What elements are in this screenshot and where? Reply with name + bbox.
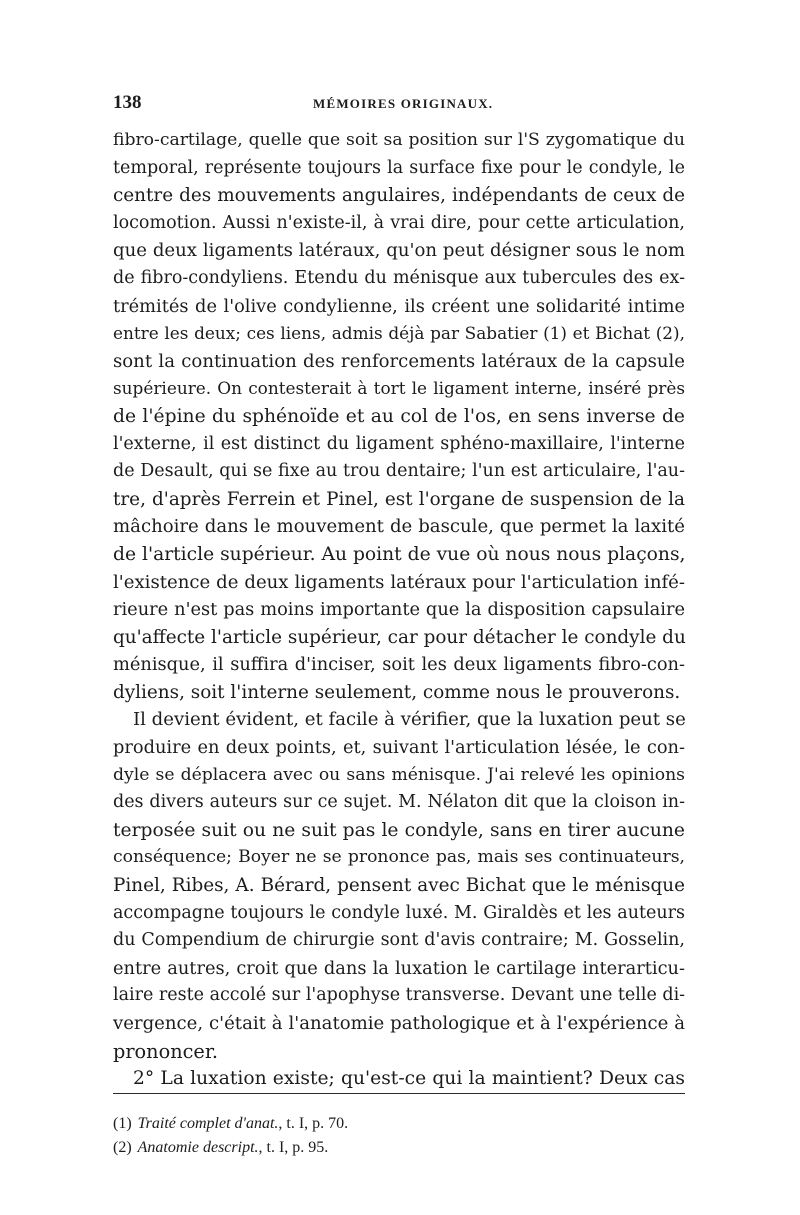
text-line: supérieure. On contesterait à tort le ligament interne, inséré près — [113, 378, 685, 399]
text-line: de Desault, qui se fixe au trou dentaire; l'un est articulaire, l'au- — [113, 461, 685, 482]
text-line: entre les deux; ces liens, admis déjà par Sabatier (1) et Bichat (2), — [113, 323, 685, 344]
footnote-title: Traité complet d'anat. — [137, 1115, 279, 1132]
text-line: sont la continuation des renforcements latéraux de la capsule — [113, 350, 685, 372]
text-line: centre des mouvements angulaires, indépendants de ceux de — [113, 185, 685, 207]
text-line: Il devient évident, et facile à vérifier, que la luxation peut se — [133, 709, 686, 731]
footnote — [113, 1112, 685, 1136]
footnote-divider — [113, 1093, 685, 1094]
text-line: dyle se déplacera avec ou sans ménisque. J'ai relevé les opinions — [113, 764, 685, 785]
text-line: temporal, représente toujours la surface fixe pour le condyle, le — [113, 157, 685, 178]
text-line: dyliens, soit l'interne seulement, comme nous le prouverons. — [113, 681, 681, 703]
text-line: rieure n'est pas moins importante que la disposition capsulaire — [113, 599, 685, 621]
text-line: qu'affecte l'article supérieur, car pour détacher le condyle du — [113, 626, 686, 648]
text-line: de l'article supérieur. Au point de vue où nous nous plaçons, — [113, 543, 686, 565]
text-line: du Compendium de chirurgie sont d'avis contraire; M. Gosselin, — [113, 930, 685, 951]
footnotes — [113, 1112, 685, 1160]
text-line: l'externe, il est distinct du ligament sphéno-maxillaire, l'interne — [113, 433, 685, 454]
text-line: vergence, c'était à l'anatomie pathologique et à l'expérience à — [113, 1013, 685, 1034]
text-line: ménisque, il suffira d'inciser, soit les deux ligaments fibro-con- — [113, 654, 685, 676]
text-line: laire reste accolé sur l'apophyse transverse. Devant une telle di- — [113, 985, 686, 1006]
page-number: 138 — [113, 92, 142, 113]
text-line: de l'épine du sphénoïde et au col de l'os, en sens inverse de — [113, 405, 685, 427]
body-text — [113, 127, 685, 1093]
running-title: MÉMOIRES ORIGINAUX. — [313, 96, 494, 111]
footnote-title: Anatomie descript. — [137, 1139, 259, 1156]
text-line: l'existence de deux ligaments latéraux pour l'articulation infé- — [113, 571, 685, 593]
footnote-number: (1) — [113, 1115, 132, 1132]
footnote-reference: , t. I, p. 70. — [278, 1115, 349, 1132]
text-line: conséquence; Boyer ne se prononce pas, mais ses continuateurs, — [113, 847, 685, 868]
text-line: terposée suit ou ne suit pas le condyle, sans en tirer aucune — [113, 819, 685, 841]
text-line: prononcer. — [113, 1039, 219, 1063]
text-line: 2° La luxation existe; qu'est-ce qui la maintient? Deux cas — [133, 1068, 685, 1090]
text-line: fibro-cartilage, quelle que soit sa position sur l'S zygomatique du — [113, 130, 685, 150]
text-line: mâchoire dans le mouvement de bascule, que permet la laxité — [113, 516, 685, 538]
text-line: de fibro-condyliens. Etendu du ménisque aux tubercules des ex- — [113, 267, 685, 288]
footnote-number: (2) — [113, 1139, 132, 1156]
text-line: tre, d'après Ferrein et Pinel, est l'organe de suspension de la — [113, 488, 685, 510]
text-line: des divers auteurs sur ce sujet. M. Nélaton dit que la cloison in- — [113, 792, 685, 813]
text-line: produire en deux points, et, suivant l'articulation lésée, le con- — [113, 737, 685, 759]
footnote — [113, 1136, 685, 1160]
text-line: entre autres, croit que dans la luxation le cartilage interarticu- — [113, 957, 685, 979]
text-line: Pinel, Ribes, A. Bérard, pensent avec Bichat que le ménisque — [113, 875, 685, 897]
text-line: que deux ligaments latéraux, qu'on peut désigner sous le nom — [113, 240, 685, 262]
text-line: locomotion. Aussi n'existe-il, à vrai dire, pour cette articulation, — [113, 212, 685, 233]
footnote-reference: , t. I, p. 95. — [258, 1139, 329, 1156]
page-header — [113, 92, 683, 122]
text-line: accompagne toujours le condyle luxé. M. Giraldès et les auteurs — [113, 902, 685, 923]
text-line: trémités de l'olive condylienne, ils créent une solidarité intime — [113, 295, 685, 317]
